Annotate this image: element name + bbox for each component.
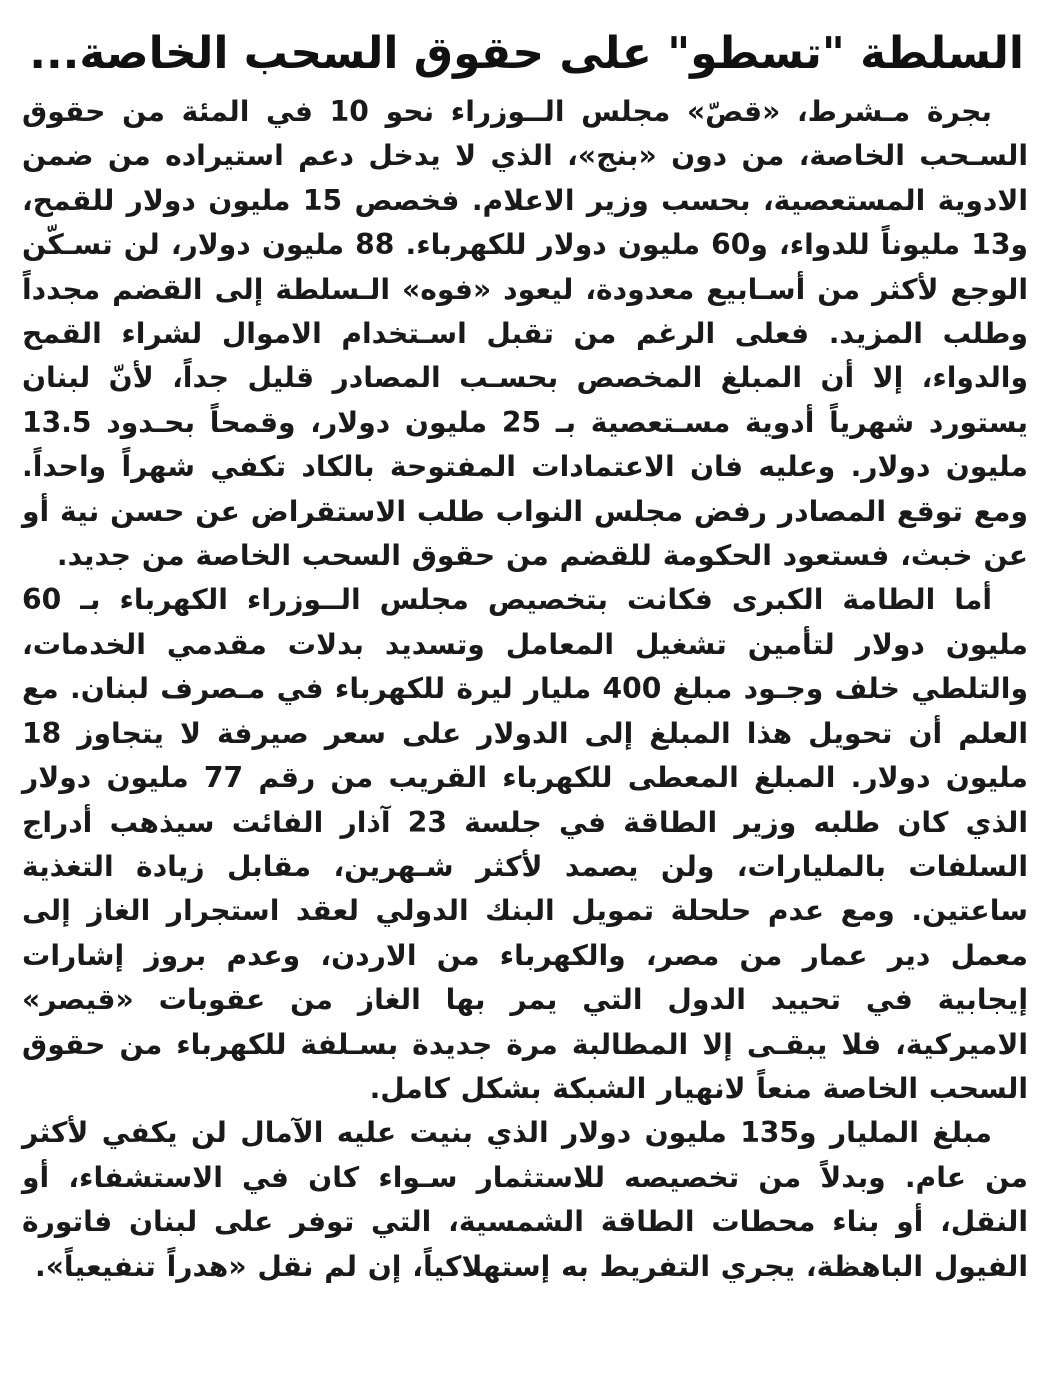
article-paragraph-3: مبلغ المليار و135 مليون دولار الذي بنيت عليه الآمال لن يكفي لأكثر من عام. وبدلاً من تخصيصه للاستثمار سـواء كان في الاستشفاء، أو النقل، أو بناء محطات الطاقة الشمسية، التي توفر على لبنان فاتورة الفيول الباهظة، يجري التفريط به إستهلاكياً، إن لم نقل «هدراً تنفيعياً». bbox=[22, 1116, 1028, 1283]
article-paragraph-2: أما الطامة الكبرى فكانت بتخصيص مجلس الــوزراء الكهرباء بـ 60 مليون دولار لتأمين تشغيل المعامل وتسديد بدلات مقدمي الخدمات، والتلطي خلف وجـود مبلغ 400 مليار ليرة للكهرباء في مـصرف لبنان. مع العلم أن تحويل هذا المبلغ إلى الدولار على سعر صيرفة لا يتجاوز 18 مليون دولار. المبلغ المعطى للكهرباء القريب من رقم 77 مليون دولار الذي كان طلبه وزير الطاقة في جلسة 23 آذار الفائت سيذهب أدراج السلفات بالمليارات، ولن يصمد لأكثر شـهرين، مقابل زيادة التغذية ساعتين. ومع عدم حلحلة تمويل البنك الدولي لعقد استجرار الغاز إلى معمل دير عمار من مصر، والكهرباء من الاردن، وعدم بروز إشارات إيجابية في تحييد الدول التي يمر بها الغاز من عقوبات «قيصر» الاميركية، فلا يبقـى إلا المطالبة مرة جديدة بسـلفة للكهرباء من حقوق السحب الخاصة منعاً لانهيار الشبكة بشكل كامل. bbox=[22, 583, 1028, 1105]
news-article bbox=[22, 18, 1028, 1289]
article-paragraph-1: بجرة مـشرط، «قصّ» مجلس الــوزراء نحو 10 في المئة من حقوق السـحب الخاصة، من دون «بنج»، الذي لا يدخل دعم استيراده من ضمن الادوية المستعصية، بحسب وزير الاعلام. فخصص 15 مليون دولار للقمح، و13 مليوناً للدواء، و60 مليون دولار للكهرباء. 88 مليون دولار، لن تسـكّن الوجع لأكثر من أسـابيع معدودة، ليعود «فوه» الـسلطة إلى القضم مجدداً وطلب المزيد. فعلى الرغم من تقبل اسـتخدام الاموال لشراء القمح والدواء، إلا أن المبلغ المخصص بحسـب المصادر قليل جداً، لأنّ لبنان يستورد شهرياً أدوية مسـتعصية بـ 25 مليون دولار، وقمحاً بحـدود 13.5 مليون دولار. وعليه فان الاعتمادات المفتوحة بالكاد تكفي شهراً واحداً. ومع توقع المصادر رفض مجلس النواب طلب الاستقراض عن حسن نية أو عن خبث، فستعود الحكومة للقضم من حقوق السحب الخاصة من جديد. bbox=[22, 95, 1028, 573]
article-headline: السلطة "تسطو" على حقوق السحب الخاصة... bbox=[29, 28, 1024, 79]
